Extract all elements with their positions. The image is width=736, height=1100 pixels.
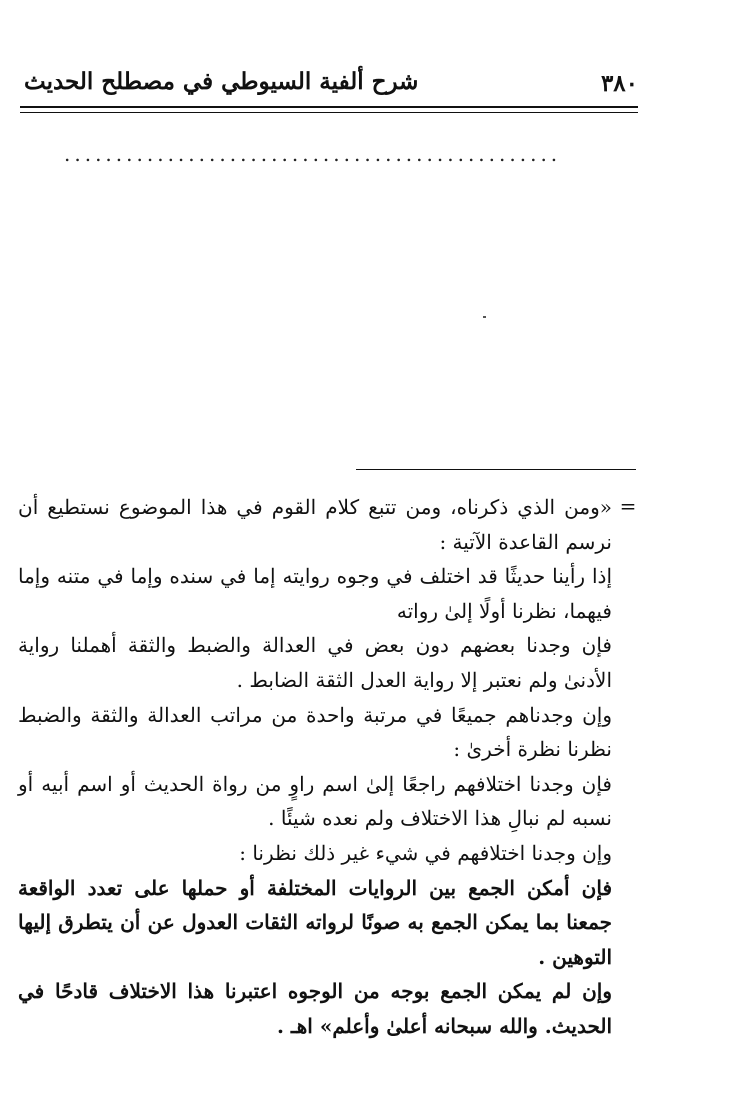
page-header <box>22 64 640 104</box>
header-rule-thin <box>20 112 638 113</box>
footnote-paragraph: فإن وجدنا اختلافهم راجعًا إلىٰ اسم راوٍ من رواة الحديث أو اسم أبيه أو نسبه لم نبالِ هذا الاختلاف ولم نعده شيئًا . <box>18 771 612 831</box>
footnote-paragraph: فإن وجدنا بعضهم دون بعض في العدالة والضبط والثقة أهملنا رواية الأدنىٰ ولم نعتبر إلا رواية العدل الثقة الضابط . <box>18 633 612 692</box>
running-title: شرح ألفية السيوطي في مصطلح الحديث <box>24 68 419 95</box>
footnote-separator <box>356 469 636 470</box>
footnote-paragraph: وإن وجدناهم جميعًا في مرتبة واحدة من مراتب العدالة والثقة والضبط نظرنا نظرة أخرىٰ : <box>18 702 612 762</box>
footnote-paragraph: فإن أمكن الجمع بين الروايات المختلفة أو حملها على تعدد الواقعة جمعنا بما يمكن الجمع به صونًا لرواته الثقات العدول عن أن يتطرق إليها التوهين . <box>18 875 612 969</box>
footnote-body <box>18 490 612 1044</box>
footnote-paragraph: وإن وجدنا اختلافهم في شيء غير ذلك نظرنا : <box>239 840 612 865</box>
header-rule-thick <box>20 106 638 108</box>
footnote-paragraph: وإن لم يمكن الجمع بوجه من الوجوه اعتبرنا هذا الاختلاف قادحًا في الحديث. والله سبحانه أعلىٰ وأعلم» اهـ . <box>18 979 612 1038</box>
footnote-paragraph: «ومن الذي ذكرناه، ومن تتبع كلام القوم في هذا الموضوع نستطيع أن نرسم القاعدة الآتية : <box>18 495 613 554</box>
page-number: ٣٨٠ <box>600 70 638 97</box>
omission-dots: ................................................ <box>64 142 562 166</box>
footnote-continuation-mark: = <box>619 494 637 518</box>
scan-speck <box>483 316 486 318</box>
footnote-paragraph: إذا رأينا حديثًا قد اختلف في وجوه روايته إما في سنده وإما في متنه وإما فيهما، نظرنا أولًا إلىٰ رواته <box>18 564 612 623</box>
